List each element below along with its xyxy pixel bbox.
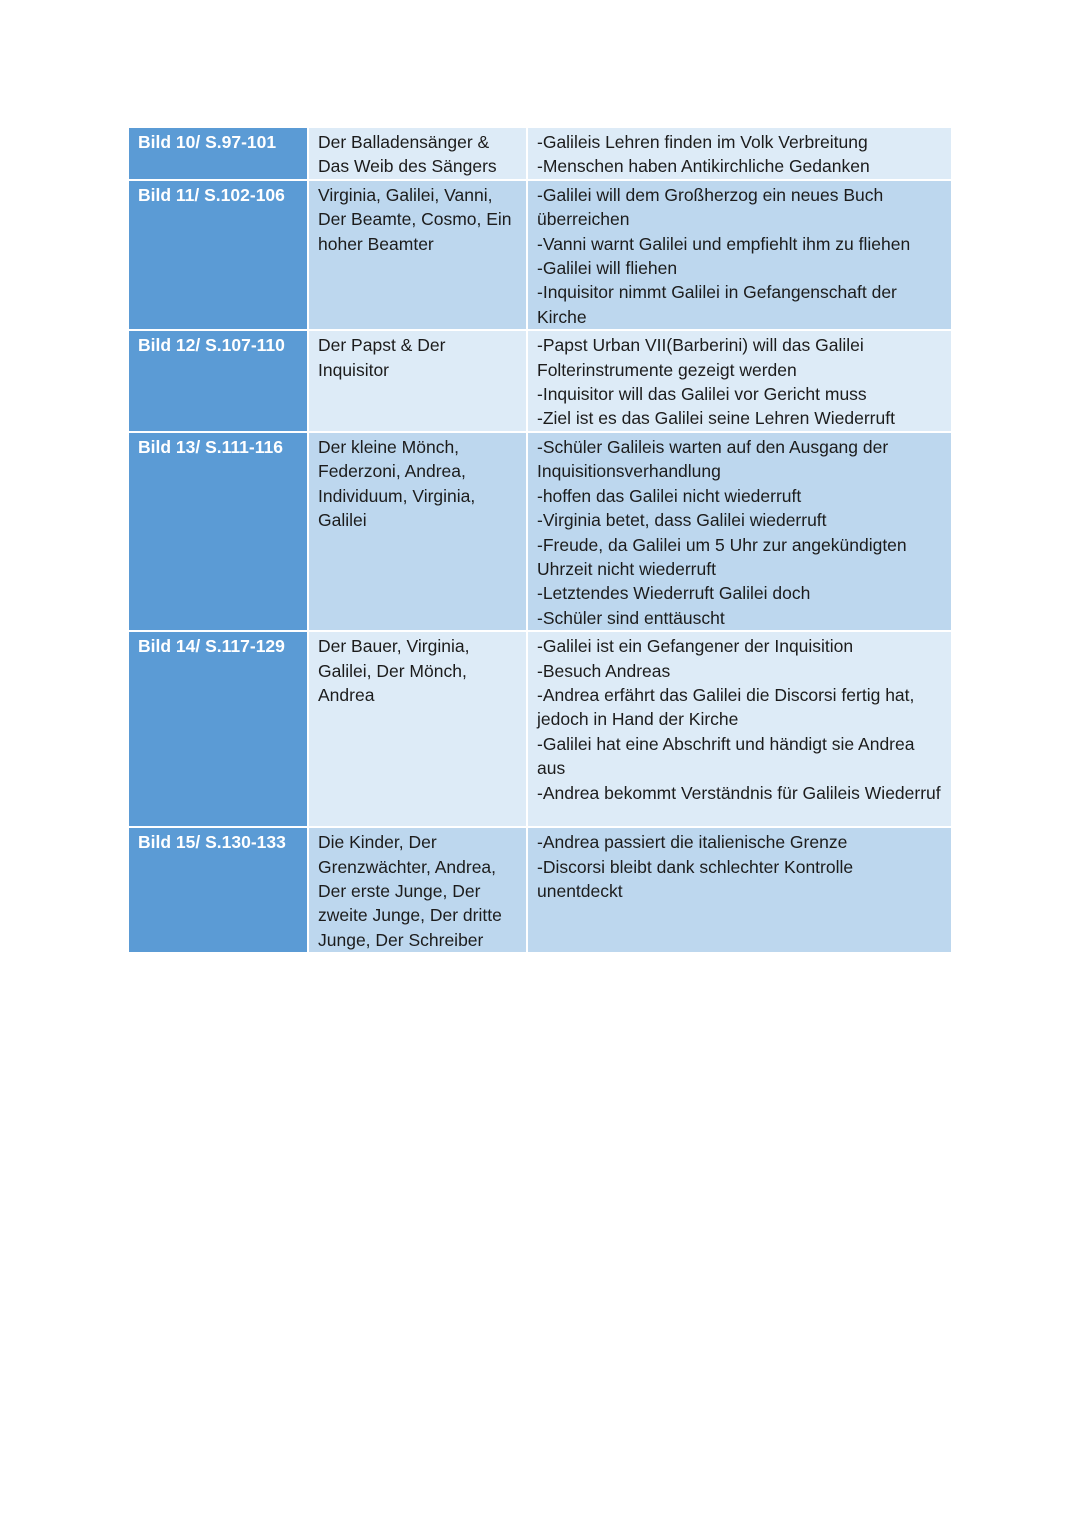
characters-cell: Die Kinder, Der Grenzwächter, Andrea, Der erste Junge, Der zweite Junge, Der dritte Junge, Der Schreiber: [308, 827, 527, 953]
content-line: -Andrea erfährt das Galilei die Discorsi fertig hat, jedoch in Hand der Kirche: [537, 684, 915, 730]
characters-cell: Der Papst & Der Inquisitor: [308, 330, 527, 432]
content-line: -Andrea bekommt Verständnis für Galileis Wiederruf: [537, 782, 941, 803]
characters-cell: Der Bauer, Virginia, Galilei, Der Mönch, Andrea: [308, 631, 527, 827]
content-line: -Inquisitor nimmt Galilei in Gefangenschaft der Kirche: [537, 282, 897, 327]
content-line: -Papst Urban VII(Barberini) will das Galilei Folterinstrumente gezeigt werden: [537, 335, 864, 380]
content-line: -Ziel ist es das Galilei seine Lehren Wiederruft: [537, 408, 895, 429]
content-line: -Schüler Galileis warten auf den Ausgang der Inquisitionsverhandlung: [537, 436, 889, 482]
table-row: [129, 180, 951, 330]
content-cell: [527, 330, 951, 432]
content-line: -Galilei will fliehen: [537, 258, 678, 279]
table-row: [129, 432, 951, 631]
content-cell: [527, 432, 951, 631]
characters-cell: Der Balladensänger & Das Weib des Sängers: [308, 128, 527, 180]
content-line: -Andrea passiert die italienische Grenze: [537, 832, 848, 853]
content-line: -Freude, da Galilei um 5 Uhr zur angekündigten Uhrzeit nicht wiederruft: [537, 534, 907, 579]
content-line: -Besuch Andreas: [537, 660, 671, 681]
scene-cell: Bild 13/ S.111-116: [129, 432, 308, 631]
table-row: [129, 631, 951, 827]
scene-cell: Bild 15/ S.130-133: [129, 827, 308, 953]
content-line: -Galilei ist ein Gefangener der Inquisition: [537, 636, 854, 657]
content-line: -Inquisitor will das Galilei vor Gericht muss: [537, 384, 867, 405]
content-cell: [527, 128, 951, 180]
content-line: -Galilei hat eine Abschrift und händigt sie Andrea aus: [537, 733, 915, 779]
content-line: -hoffen das Galilei nicht wiederruft: [537, 485, 802, 506]
content-line: -Vanni warnt Galilei und empfiehlt ihm zu fliehen: [537, 233, 911, 254]
content-line: -Letztendes Wiederruft Galilei doch: [537, 583, 811, 604]
content-line: -Galilei will dem Großherzog ein neues Buch überreichen: [537, 184, 884, 230]
scene-cell: Bild 11/ S.102-106: [129, 180, 308, 330]
content-line: -Discorsi bleibt dank schlechter Kontrolle unentdeckt: [537, 856, 854, 901]
characters-cell: Virginia, Galilei, Vanni, Der Beamte, Cosmo, Ein hoher Beamter: [308, 180, 527, 330]
scene-overview-table: [129, 128, 951, 954]
content-line: -Schüler sind enttäuscht: [537, 607, 725, 628]
characters-cell: Der kleine Mönch, Federzoni, Andrea, Individuum, Virginia, Galilei: [308, 432, 527, 631]
content-line: -Virginia betet, dass Galilei wiederruft: [537, 510, 827, 531]
content-cell: [527, 180, 951, 330]
content-cell: [527, 631, 951, 827]
table-row: [129, 330, 951, 432]
content-cell: [527, 827, 951, 953]
scene-cell: Bild 12/ S.107-110: [129, 330, 308, 432]
content-line: -Galileis Lehren finden im Volk Verbreitung: [537, 132, 868, 152]
table-row: [129, 128, 951, 180]
table-row: [129, 827, 951, 953]
content-line: -Menschen haben Antikirchliche Gedanken: [537, 156, 870, 177]
scene-cell: Bild 10/ S.97-101: [129, 128, 308, 180]
scene-cell: Bild 14/ S.117-129: [129, 631, 308, 827]
